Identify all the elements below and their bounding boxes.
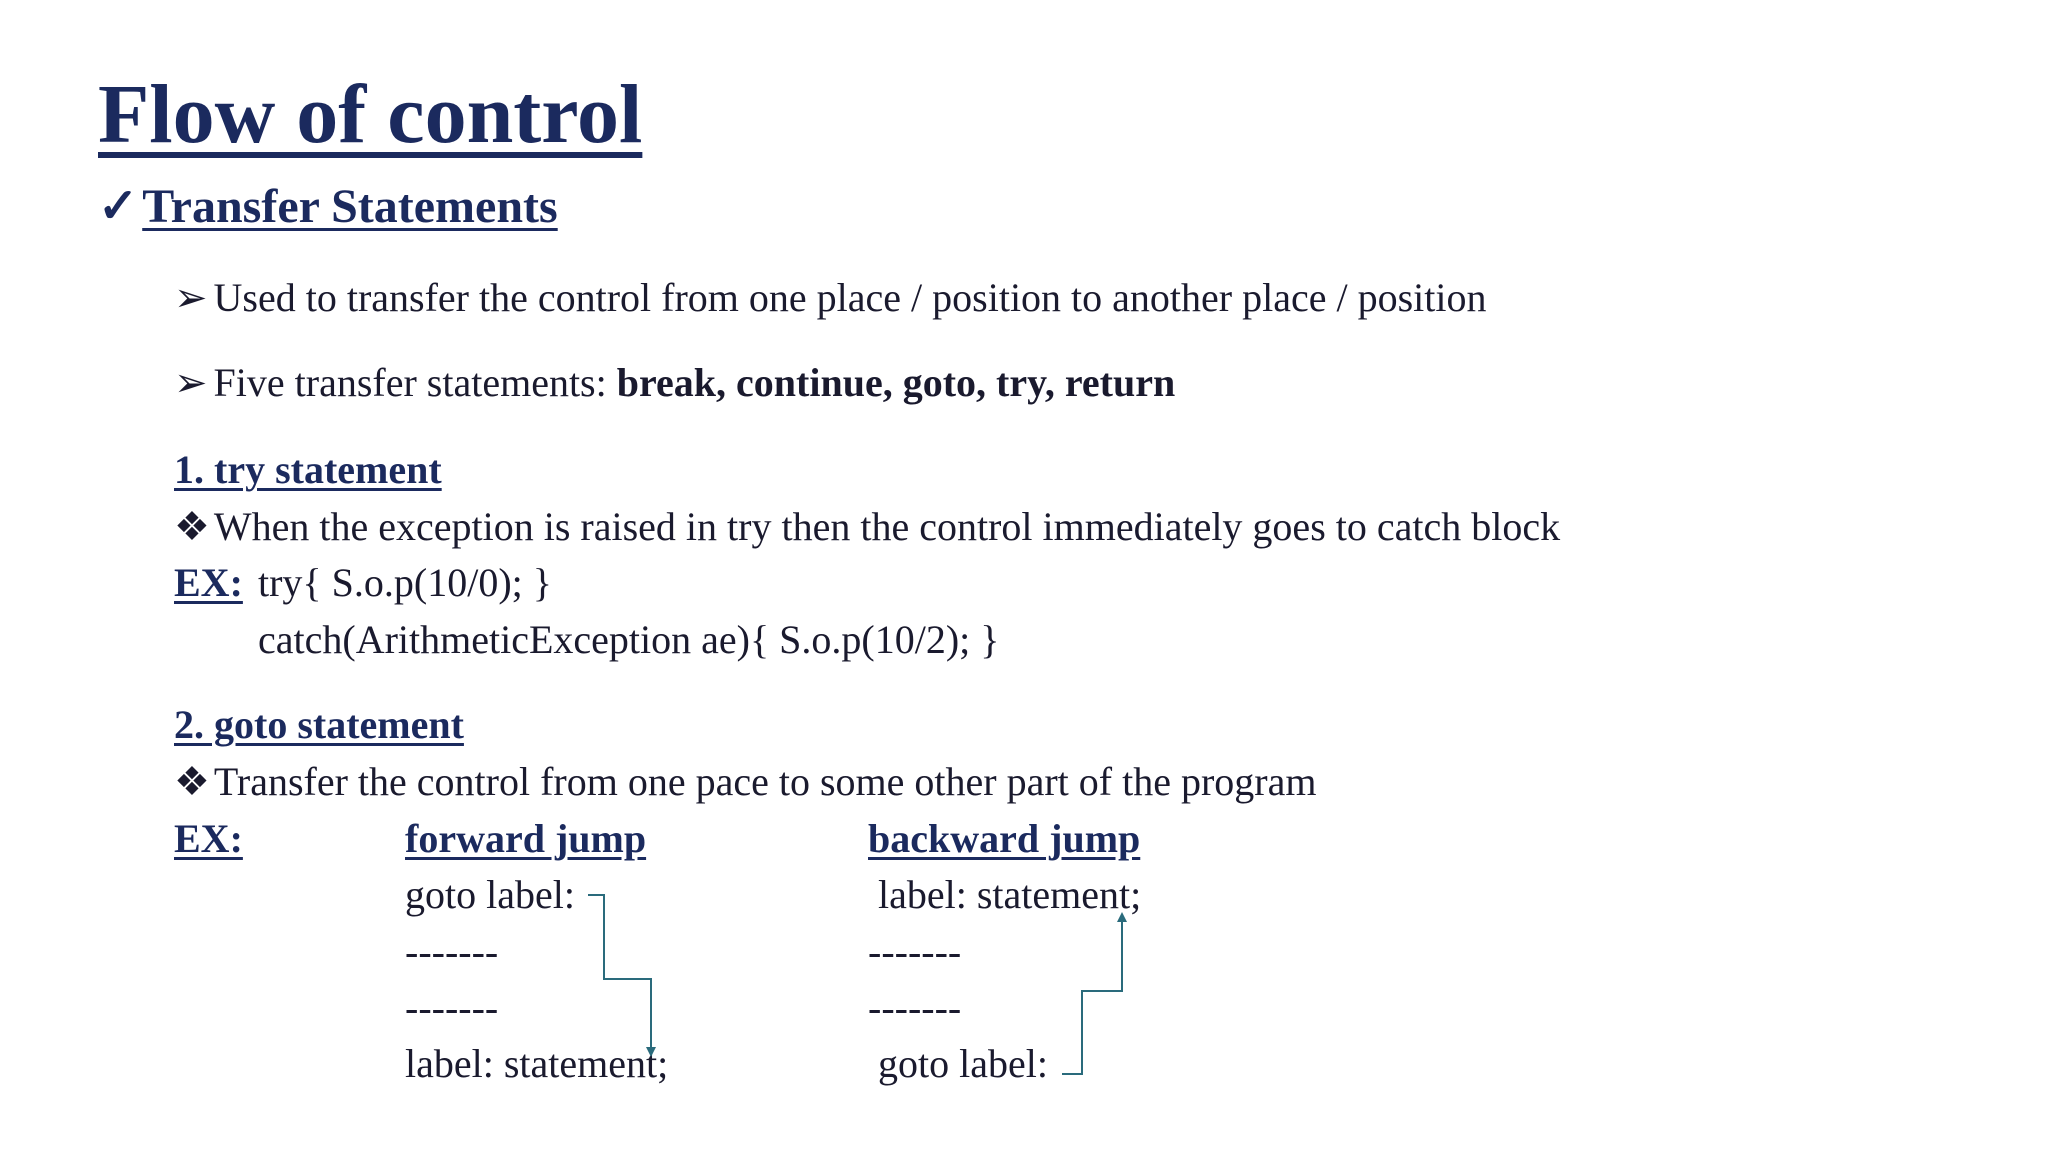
check-icon: ✓ [98, 180, 139, 233]
bullet-item [174, 274, 1487, 321]
backward-line: ------- [868, 985, 962, 1030]
bullet-bold-text: break, continue, goto, try, return [616, 360, 1176, 405]
code-line: try{ S.o.p(10/0); } [258, 560, 552, 605]
goto-description [174, 758, 1316, 805]
backward-jump-heading: backward jump [868, 816, 1141, 861]
backward-line: label: statement; [878, 872, 1142, 917]
forward-line: ------- [405, 929, 499, 974]
goto-description-text: Transfer the control from one pace to some other part of the program [213, 759, 1317, 804]
bullet-text: Used to transfer the control from one place / position to another place / position [213, 275, 1487, 320]
arrow-bullet-icon: ➢ [174, 275, 208, 320]
goto-heading: 2. goto statement [174, 702, 464, 747]
ex-label: EX: [174, 560, 243, 605]
try-heading: 1. try statement [174, 447, 442, 492]
forward-jump-arrow [588, 895, 651, 1052]
bullet-item [174, 359, 1175, 406]
forward-line: label: statement; [405, 1041, 669, 1086]
forward-line: goto label: [405, 872, 575, 917]
backward-jump-arrow [1062, 917, 1122, 1074]
ex-label: EX: [174, 816, 243, 861]
forward-line: ------- [405, 985, 499, 1030]
backward-line: goto label: [878, 1041, 1048, 1086]
diamond-bullet-icon: ❖ [174, 759, 210, 804]
code-line: catch(ArithmeticException ae){ S.o.p(10/2); } [258, 617, 1000, 662]
subtitle-text: Transfer Statements [142, 180, 558, 233]
try-description-text: When the exception is raised in try then the control immediately goes to catch block [213, 504, 1561, 549]
arrow-bullet-icon: ➢ [174, 360, 208, 405]
try-description [174, 503, 1560, 550]
bullet-text: Five transfer statements: [213, 360, 617, 405]
forward-jump-heading: forward jump [405, 816, 647, 861]
diamond-bullet-icon: ❖ [174, 504, 210, 549]
backward-line: ------- [868, 929, 962, 974]
section-subtitle [98, 178, 558, 234]
page-title: Flow of control [98, 68, 643, 161]
